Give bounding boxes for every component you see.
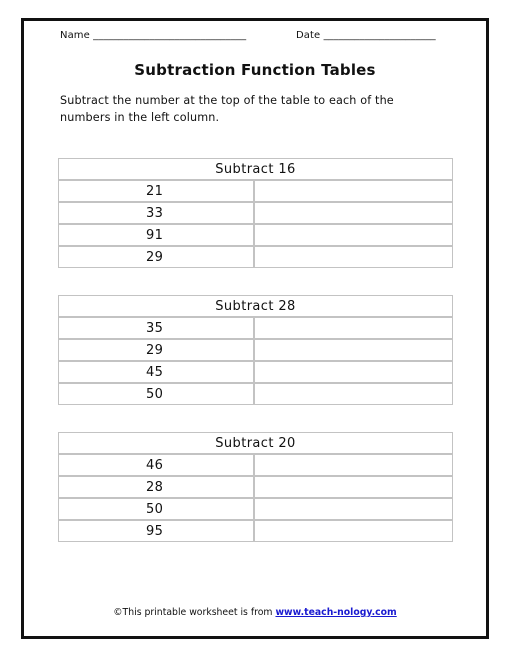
input-cell: 28 bbox=[58, 476, 254, 498]
answer-cell[interactable] bbox=[254, 317, 453, 339]
function-table-2 bbox=[58, 295, 453, 405]
table-row bbox=[58, 498, 453, 520]
name-line: Name ______________________________ bbox=[60, 30, 247, 41]
answer-cell[interactable] bbox=[254, 202, 453, 224]
table-header: Subtract 16 bbox=[58, 158, 453, 180]
input-cell: 45 bbox=[58, 361, 254, 383]
answer-cell[interactable] bbox=[254, 383, 453, 405]
answer-cell[interactable] bbox=[254, 246, 453, 268]
input-cell: 95 bbox=[58, 520, 254, 542]
table-row bbox=[58, 383, 453, 405]
input-cell: 35 bbox=[58, 317, 254, 339]
table-row bbox=[58, 246, 453, 268]
answer-cell[interactable] bbox=[254, 224, 453, 246]
footer bbox=[0, 607, 510, 618]
footer-text: ©This printable worksheet is from bbox=[113, 607, 276, 618]
answer-cell[interactable] bbox=[254, 520, 453, 542]
table-header: Subtract 20 bbox=[58, 432, 453, 454]
date-line: Date ______________________ bbox=[296, 30, 436, 41]
input-cell: 21 bbox=[58, 180, 254, 202]
table-row bbox=[58, 180, 453, 202]
function-table-3 bbox=[58, 432, 453, 542]
table-row bbox=[58, 520, 453, 542]
instructions: Subtract the number at the top of the table to each of the numbers in the left column. bbox=[60, 94, 394, 124]
answer-cell[interactable] bbox=[254, 498, 453, 520]
table-row bbox=[58, 202, 453, 224]
table-row bbox=[58, 224, 453, 246]
function-table-1 bbox=[58, 158, 453, 268]
answer-cell[interactable] bbox=[254, 361, 453, 383]
table-row bbox=[58, 339, 453, 361]
input-cell: 50 bbox=[58, 383, 254, 405]
input-cell: 29 bbox=[58, 246, 254, 268]
input-cell: 91 bbox=[58, 224, 254, 246]
input-cell: 46 bbox=[58, 454, 254, 476]
answer-cell[interactable] bbox=[254, 454, 453, 476]
table-row bbox=[58, 476, 453, 498]
table-row bbox=[58, 454, 453, 476]
table-header: Subtract 28 bbox=[58, 295, 453, 317]
footer-link[interactable]: www.teach-nology.com bbox=[275, 607, 397, 618]
table-row bbox=[58, 361, 453, 383]
input-cell: 33 bbox=[58, 202, 254, 224]
answer-cell[interactable] bbox=[254, 339, 453, 361]
input-cell: 29 bbox=[58, 339, 254, 361]
worksheet-title: Subtraction Function Tables bbox=[134, 61, 376, 79]
answer-cell[interactable] bbox=[254, 476, 453, 498]
answer-cell[interactable] bbox=[254, 180, 453, 202]
input-cell: 50 bbox=[58, 498, 254, 520]
table-row bbox=[58, 317, 453, 339]
